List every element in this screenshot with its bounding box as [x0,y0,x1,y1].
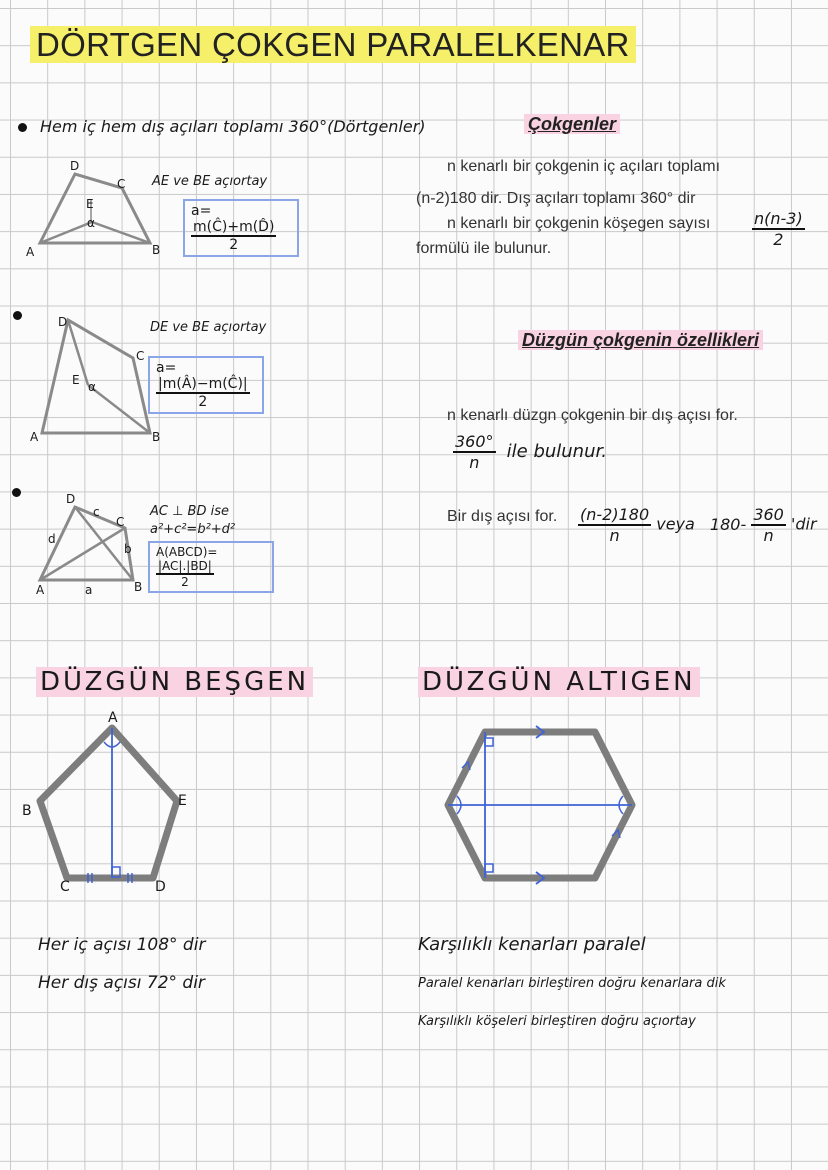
cokgenler-line-4: formülü ile bulunur. [416,240,552,257]
quadrilateral-figure-1 [25,160,165,260]
item1-formula [183,199,299,257]
altigen-title: DÜZGÜN ALTIGEN [418,667,700,697]
fig2-label-a: A [30,430,39,444]
pentagon-label-b: B [22,803,32,819]
item2-note: DE ve BE açıortay [150,320,267,335]
fig2-label-b: B [152,430,161,444]
bullet-1 [18,123,27,132]
dis-aci-denominator: n [469,453,480,472]
formula-lhs: A(ABCD)= [156,545,218,559]
formula-fraction [156,559,214,589]
bir-dis-numerator-2: 360 [753,505,784,524]
item3-formula [148,541,274,593]
pentagon-label-e: E [178,793,187,809]
formula-lhs: a= [156,360,177,376]
pentagon-figure [0,700,260,900]
item3-note-2: a²+c²=b²+d² [150,522,236,537]
dis-aci-formula [453,432,607,472]
fig3-label-d: D [66,492,76,506]
bir-dis-formula [578,505,817,545]
fig1-label-a: A [26,245,35,259]
bir-dis-veya: veya [656,514,695,534]
besgen-line-2: Her dış açısı 72° dir [38,973,205,993]
besgen-line-1: Her iç açısı 108° dir [38,935,206,955]
diagonal-numerator: n(n-3) [754,209,803,228]
diagonal-denominator: 2 [773,230,784,249]
hexagon-figure [440,720,650,895]
formula-fraction [156,376,250,410]
cokgenler-line-1: n kenarlı bir çokgenin iç açıları toplamı [447,158,721,175]
item2-formula [148,356,264,414]
item1-heading: Hem iç hem dış açıları toplamı 360°(Dörtgenler) [40,117,426,136]
diagonal-formula [752,209,805,249]
fig3-label-c: C [116,515,125,529]
dis-aci-numerator: 360° [455,432,494,451]
fig3-side-c: c [93,505,100,519]
fig2-label-e: E [72,373,80,387]
formula-numerator: m(Ĉ)+m(D̂) [193,219,275,235]
duzgun-title: Düzgün çokgenin özellikleri [518,330,763,351]
pentagon-label-c: C [60,879,70,895]
cokgenler-title: Çokgenler [524,114,620,135]
pentagon-label-a: A [108,710,118,726]
formula-fraction [191,219,276,253]
formula-denominator: 2 [181,575,189,589]
fig3-side-d: d [48,532,56,546]
item3-note-1: AC ⊥ BD ise [150,504,230,519]
fig3-side-b: b [124,542,132,556]
fig1-label-d: D [70,159,80,173]
duzgun-line-1: n kenarlı düzgn çokgenin bir dış açısı for. [447,407,738,424]
formula-lhs: a= [191,203,212,219]
cokgenler-line-2: (n-2)180 dir. Dış açıları toplamı 360° dir [416,190,696,207]
fig3-label-a: A [36,583,45,597]
bir-dis-denominator-1: n [609,526,620,545]
fig1-label-alpha: α [87,216,95,230]
dis-aci-fraction [453,432,496,472]
altigen-line-1: Karşılıklı kenarları paralel [418,934,646,955]
fig3-side-a: a [85,583,93,597]
besgen-title: DÜZGÜN BEŞGEN [36,667,313,697]
fig1-label-c: C [117,177,126,191]
fig1-label-b: B [152,243,161,257]
dis-aci-suffix: ile bulunur. [506,440,607,462]
bir-dis-denominator-2: n [763,526,774,545]
bir-dis-suffix: 'dir [790,514,817,534]
formula-numerator: |m(Â)−m(Ĉ)| [158,376,248,392]
bir-dis-fraction-1 [578,505,651,545]
bir-dis-fraction-2 [751,505,786,545]
altigen-line-3: Karşılıklı köşeleri birleştiren doğru açıortay [418,1014,696,1029]
fig3-label-b: B [134,580,143,594]
bir-dis-numerator-1: (n-2)180 [580,505,650,524]
fig1-label-e: E [86,197,94,211]
formula-numerator: |AC|.|BD| [158,559,212,573]
pentagon-label-d: D [155,879,166,895]
page-title: DÖRTGEN ÇOKGEN PARALELKENAR [30,26,636,64]
bir-dis-prefix: Bir dış açısı for. [447,508,558,525]
formula-denominator: 2 [198,394,208,410]
formula-denominator: 2 [229,237,239,253]
bullet-2 [13,311,22,320]
bir-dis-180: 180- [709,514,747,534]
item1-note: AE ve BE açıortay [152,174,268,189]
cokgenler-line-3: n kenarlı bir çokgenin köşegen sayısı [447,215,711,232]
fig2-label-c: C [136,349,145,363]
altigen-line-2: Paralel kenarları birleştiren doğru kenarlara dik [418,976,726,991]
bullet-3 [12,488,21,497]
fig2-label-alpha: α [88,380,96,394]
fig2-label-d: D [58,315,68,329]
